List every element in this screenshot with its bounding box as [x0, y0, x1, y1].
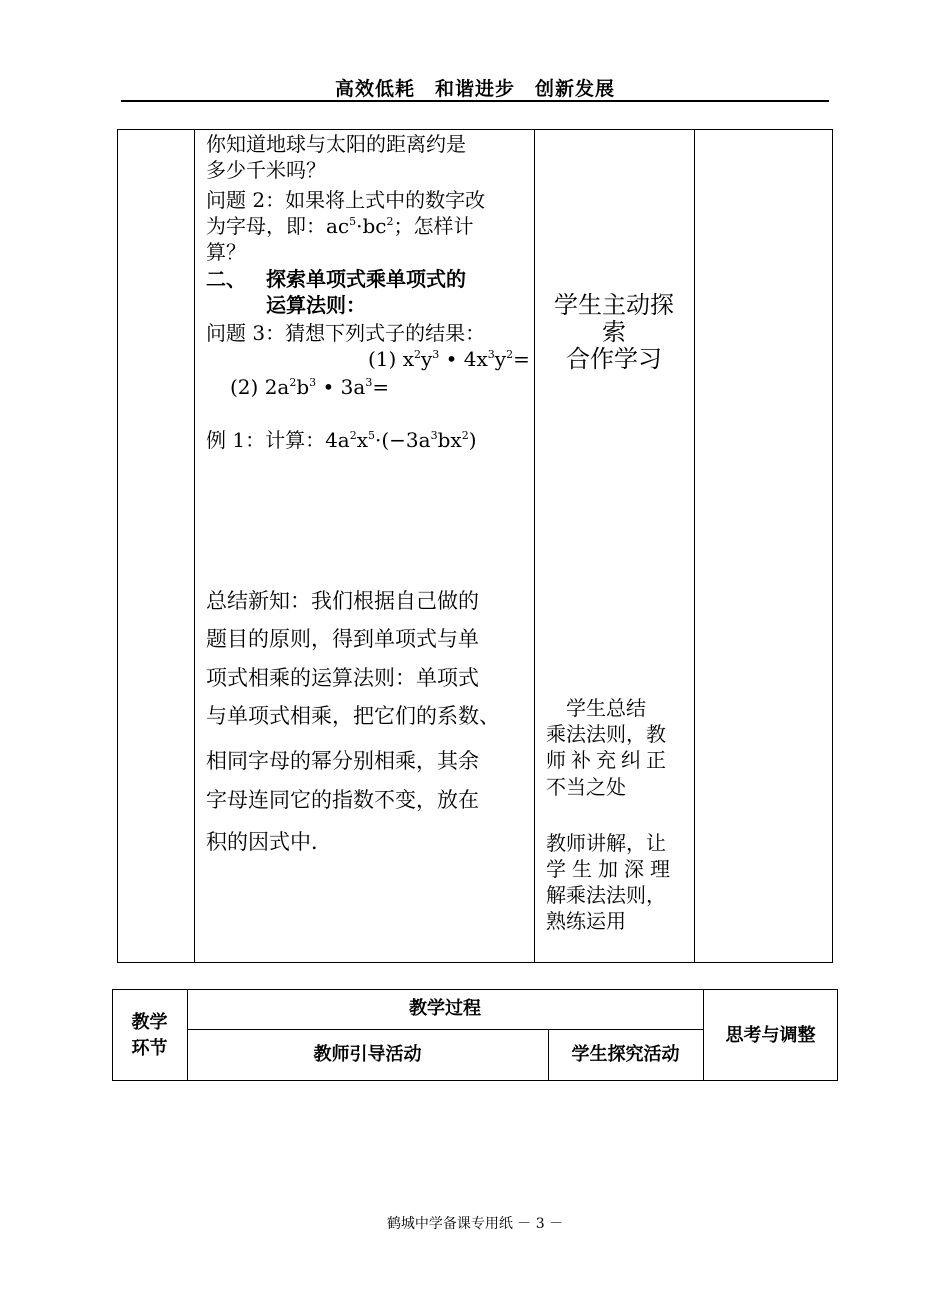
section-title-line-1: 探索单项式乘单项式的	[266, 267, 466, 291]
upper-col-divider-1	[194, 129, 195, 963]
summary-line-3: 项式相乘的运算法则：单项式	[206, 666, 479, 690]
teacher-explain-line-4: 熟练运用	[546, 909, 626, 933]
teacher-explain-line-1: 教师讲解，让	[546, 831, 666, 855]
example-1: 例 1：计算：$4a^2x^5\cdot(-3a^3bx^2)$	[206, 428, 477, 452]
summary-line-4: 与单项式相乘，把它们的系数、	[206, 704, 500, 728]
page-header-motto: 高效低耗 和谐进步 创新发展	[334, 78, 615, 100]
question-2: 问题 2：如果将上式中的数字改	[206, 188, 486, 212]
student-explore-line-2: 索	[602, 318, 626, 346]
section-number: 二、	[206, 267, 246, 291]
student-summary-line-2: 乘法法则，教	[546, 722, 666, 746]
expression-1: (1) $x^2y^3$ • $4x^3y^2=$	[368, 347, 530, 371]
stage-header-line-1: 教学	[131, 1012, 168, 1033]
summary-line-5: 相同字母的幂分别相乘，其余	[206, 749, 479, 773]
teacher-explain-line-3: 解乘法法则，	[546, 883, 666, 907]
process-header: 教学过程	[409, 998, 481, 1019]
text-line-5: 算？	[206, 240, 246, 264]
summary-line-6: 字母连同它的指数不变，放在	[206, 788, 479, 812]
teacher-activity-header: 教师引导活动	[313, 1044, 422, 1065]
teacher-explain-line-2: 学生加深理	[546, 857, 676, 881]
reflection-header: 思考与调整	[725, 1025, 816, 1046]
section-title-line-2: 运算法则：	[266, 293, 366, 317]
question-2-expression: 为字母，即：$ac^5\cdot bc^2$；怎样计	[206, 214, 474, 238]
expression-2: (2) $2a^2b^3$ • $3a^3=$	[230, 375, 390, 399]
page-footer: 鹤城中学备课专用纸 － 3 －	[386, 1216, 564, 1232]
student-summary-line-3: 师补充纠正	[546, 748, 671, 772]
student-explore-line-1: 学生主动探	[554, 291, 674, 319]
student-summary-line-1: 学生总结	[546, 696, 646, 720]
stage-header-line-2: 环节	[131, 1038, 168, 1059]
lower-row-divider	[187, 1029, 703, 1030]
summary-line-7: 积的因式中．	[206, 830, 332, 854]
student-summary-line-4: 不当之处	[546, 775, 626, 799]
header-divider	[121, 100, 829, 102]
text-line-1: 你知道地球与太阳的距离约是	[206, 132, 466, 156]
summary-line-1: 总结新知：我们根据自己做的	[206, 589, 479, 613]
text-line-2: 多少千米吗？	[206, 158, 326, 182]
upper-col-divider-2	[534, 129, 535, 963]
upper-col-divider-3	[694, 129, 695, 963]
student-explore-line-3: 合作学习	[566, 345, 662, 373]
student-activity-header: 学生探究活动	[571, 1044, 680, 1065]
question-3: 问题 3：猜想下列式子的结果：	[206, 321, 486, 345]
summary-line-2: 题目的原则，得到单项式与单	[206, 627, 479, 651]
